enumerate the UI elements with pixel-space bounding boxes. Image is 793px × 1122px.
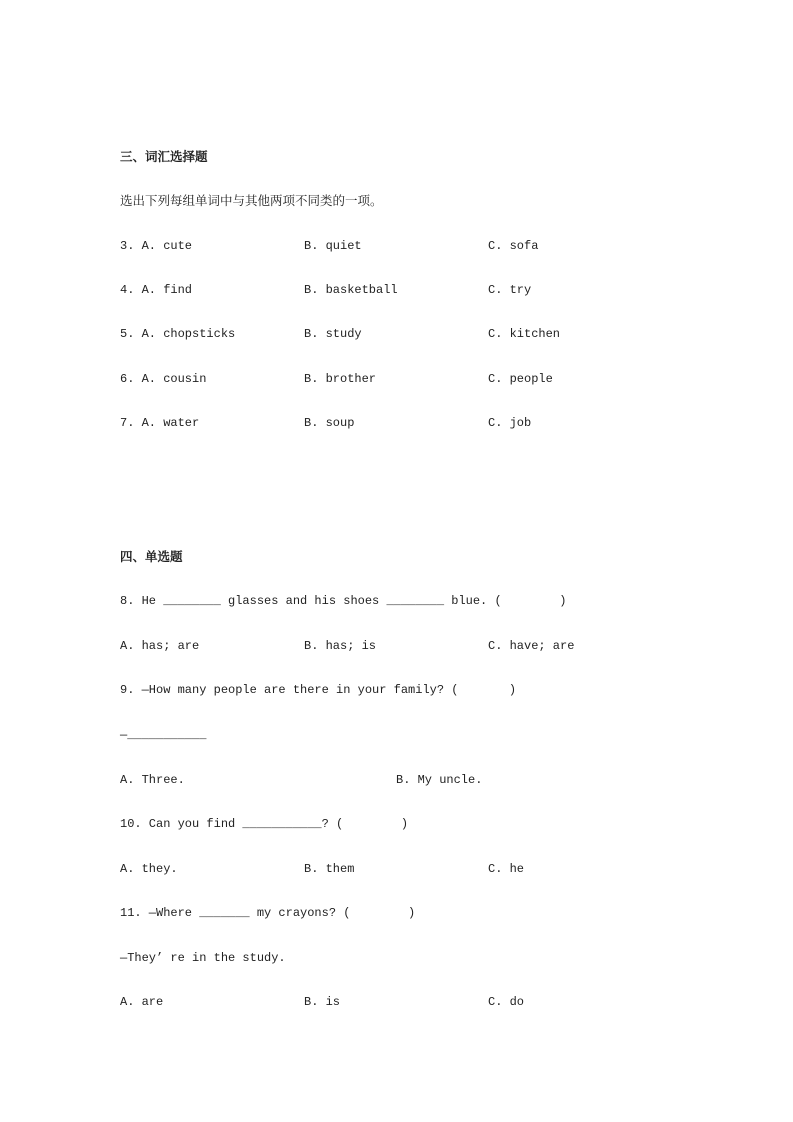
- option-a: A. they.: [120, 862, 178, 876]
- option-a: 6. A. cousin: [120, 372, 207, 386]
- question-11-reply: —They’ re in the study.: [120, 951, 286, 965]
- section-3-heading: 三、词汇选择题: [120, 149, 208, 164]
- option-c: C. try: [488, 283, 532, 297]
- option-c: C. kitchen: [488, 327, 561, 341]
- question-row: [120, 415, 680, 431]
- option-c: C. do: [488, 995, 525, 1009]
- question-9-options: [120, 772, 680, 788]
- question-row: [120, 282, 680, 298]
- question-10-stem: 10. Can you find ___________? ( ): [120, 817, 409, 831]
- option-a: 3. A. cute: [120, 239, 193, 253]
- option-a: 4. A. find: [120, 283, 193, 297]
- question-11-stem: 11. —Where _______ my crayons? ( ): [120, 906, 416, 920]
- option-a: A. has; are: [120, 639, 200, 653]
- option-b: B. My uncle.: [396, 773, 483, 787]
- option-b: B. quiet: [304, 239, 362, 253]
- question-9-reply: —___________: [120, 728, 207, 742]
- option-c: C. people: [488, 372, 553, 386]
- section-3-instruction: 选出下列每组单词中与其他两项不同类的一项。: [120, 193, 383, 208]
- option-b: B. brother: [304, 372, 377, 386]
- question-row: [120, 326, 680, 342]
- question-8-options: [120, 638, 680, 654]
- question-9-stem: 9. —How many people are there in your family? ( ): [120, 683, 517, 697]
- question-row: [120, 371, 680, 387]
- option-a: 7. A. water: [120, 416, 200, 430]
- option-b: B. basketball: [304, 283, 398, 297]
- option-b: B. is: [304, 995, 341, 1009]
- question-11-options: [120, 994, 680, 1010]
- option-c: C. job: [488, 416, 532, 430]
- question-8-stem: 8. He ________ glasses and his shoes ________ blue. ( ): [120, 594, 567, 608]
- question-row: [120, 238, 680, 254]
- option-c: C. he: [488, 862, 525, 876]
- option-c: C. have; are: [488, 639, 575, 653]
- option-c: C. sofa: [488, 239, 539, 253]
- question-10-options: [120, 861, 680, 877]
- option-b: B. soup: [304, 416, 355, 430]
- option-a: 5. A. chopsticks: [120, 327, 236, 341]
- option-a: A. Three.: [120, 773, 185, 787]
- option-b: B. has; is: [304, 639, 377, 653]
- option-b: B. study: [304, 327, 362, 341]
- section-4-heading: 四、单选题: [120, 549, 183, 564]
- option-b: B. them: [304, 862, 355, 876]
- option-a: A. are: [120, 995, 164, 1009]
